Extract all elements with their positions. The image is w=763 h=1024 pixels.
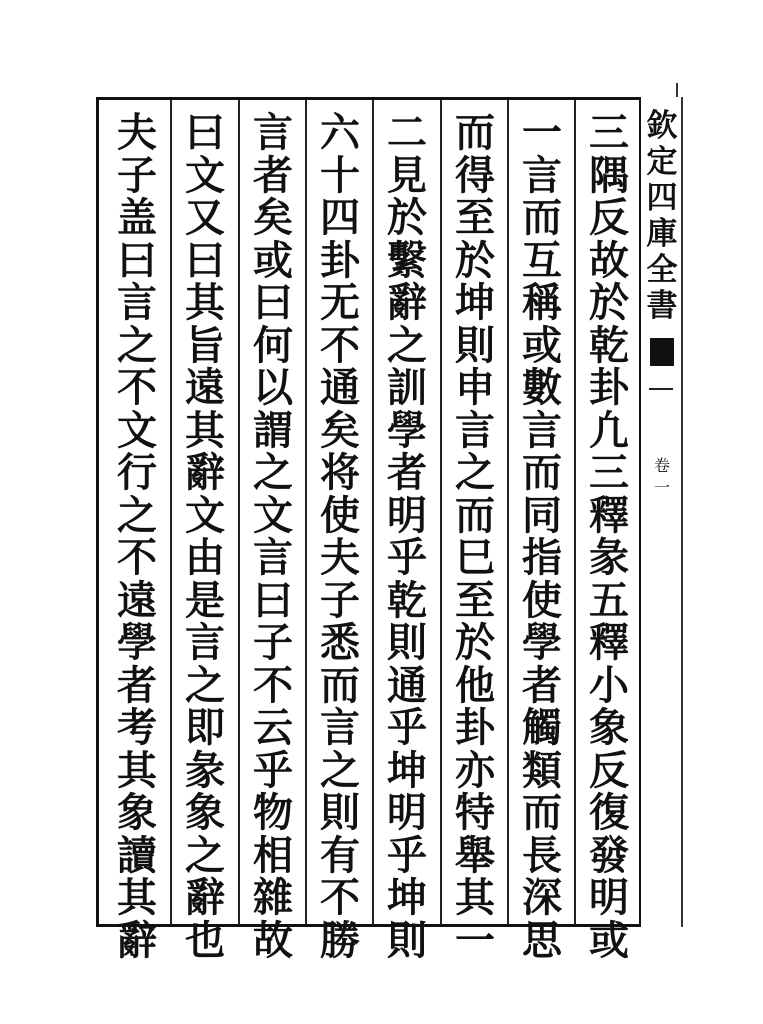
text-column-5: [307, 100, 373, 964]
text-character: 讀: [117, 831, 157, 879]
text-character: 乎: [253, 746, 293, 794]
text-column-2: [509, 100, 575, 964]
text-character: 於: [387, 194, 427, 241]
text-character: 言: [522, 151, 562, 199]
text-character: 不: [117, 534, 157, 581]
text-character: 曰: [253, 279, 293, 326]
text-character: 言: [253, 534, 293, 581]
column-text: [455, 109, 495, 964]
text-character: 卦: [320, 236, 360, 284]
text-character: 凢: [589, 406, 629, 454]
text-character: 辭: [185, 449, 225, 496]
text-character: 或: [522, 321, 562, 369]
edge-title-character: 定: [646, 144, 678, 180]
text-character: 他: [455, 661, 495, 709]
text-character: 子: [253, 619, 293, 666]
column-text: [117, 109, 157, 964]
text-character: 辭: [117, 916, 157, 964]
text-character: 學: [117, 619, 157, 666]
text-character: 亦: [455, 746, 495, 794]
text-character: 繫: [387, 236, 427, 284]
text-character: 通: [387, 661, 427, 709]
text-character: 者: [387, 449, 427, 496]
text-character: 曰: [185, 236, 225, 284]
text-character: 舉: [455, 831, 495, 879]
text-character: 使: [522, 576, 562, 624]
column-text: [253, 109, 293, 964]
text-character: 隅: [589, 151, 629, 199]
text-character: 彖: [589, 534, 629, 581]
text-character: 學: [522, 619, 562, 666]
column-text: [320, 109, 360, 964]
text-character: 同: [522, 491, 562, 539]
text-character: 其: [117, 874, 157, 921]
text-character: 於: [455, 236, 495, 284]
text-column-3: [442, 100, 508, 964]
text-character: 明: [589, 874, 629, 921]
page-corner-mark: [676, 83, 678, 97]
volume-character: 一: [653, 478, 670, 497]
text-character: 即: [185, 704, 225, 751]
text-character: 夫: [320, 534, 360, 581]
edge-title-character: 庫: [646, 216, 678, 252]
text-character: 言: [522, 406, 562, 454]
text-character: 其: [117, 746, 157, 794]
text-character: 之: [387, 321, 427, 369]
text-character: 无: [320, 279, 360, 326]
text-column-7: [172, 100, 238, 964]
text-character: 六: [320, 109, 360, 156]
text-column-8: [104, 100, 170, 964]
text-character: 使: [320, 491, 360, 539]
text-character: 者: [253, 151, 293, 199]
text-character: 有: [320, 831, 360, 879]
text-character: 文: [117, 406, 157, 454]
text-character: 之: [455, 449, 495, 496]
text-character: 而: [522, 789, 562, 836]
text-character: 釋: [589, 619, 629, 666]
edge-rule: [649, 388, 673, 390]
text-character: 則: [455, 321, 495, 369]
text-character: 曰: [117, 236, 157, 284]
text-character: 不: [117, 364, 157, 411]
text-character: 明: [387, 491, 427, 539]
text-character: 言: [320, 704, 360, 751]
text-character: 物: [253, 789, 293, 836]
text-character: 復: [589, 789, 629, 836]
text-character: 象: [117, 789, 157, 836]
text-character: 發: [589, 831, 629, 879]
text-character: 明: [387, 789, 427, 836]
text-character: 四: [320, 194, 360, 241]
text-character: 深: [522, 874, 562, 921]
text-character: 言: [117, 279, 157, 326]
text-character: 坤: [387, 746, 427, 794]
text-character: 言: [185, 619, 225, 666]
text-character: 特: [455, 789, 495, 836]
edge-title-character: 欽: [646, 108, 678, 144]
text-character: 将: [320, 449, 360, 496]
text-character: 悉: [320, 619, 360, 666]
text-character: 而: [522, 194, 562, 241]
text-character: 象: [589, 704, 629, 751]
text-character: 矣: [320, 406, 360, 454]
text-character: 之: [185, 661, 225, 709]
text-character: 謂: [253, 406, 293, 454]
text-character: 故: [253, 916, 293, 964]
text-character: 言: [455, 406, 495, 454]
text-character: 乎: [387, 704, 427, 751]
text-character: 不: [320, 874, 360, 921]
text-character: 象: [185, 789, 225, 836]
edge-title-character: 書: [646, 288, 678, 324]
text-character: 訓: [387, 364, 427, 411]
text-character: 三: [589, 449, 629, 496]
text-character: 乎: [387, 534, 427, 581]
text-character: 見: [387, 151, 427, 199]
text-character: 類: [522, 746, 562, 794]
text-character: 坤: [387, 874, 427, 921]
text-character: 指: [522, 534, 562, 581]
volume-label: [647, 455, 677, 499]
text-character: 勝: [320, 916, 360, 964]
text-character: 互: [522, 236, 562, 284]
text-character: 由: [185, 534, 225, 581]
text-character: 得: [455, 151, 495, 199]
text-character: 而: [455, 491, 495, 539]
text-character: 之: [117, 321, 157, 369]
fish-tail-mark: [650, 338, 674, 366]
text-character: 坤: [455, 279, 495, 326]
text-character: 雜: [253, 874, 293, 921]
text-character: 旨: [185, 321, 225, 369]
text-character: 彖: [185, 746, 225, 794]
text-character: 乎: [387, 831, 427, 879]
text-character: 反: [589, 194, 629, 241]
text-character: 三: [589, 109, 629, 156]
text-character: 盖: [117, 194, 157, 241]
edge-title-character: 四: [646, 180, 678, 216]
text-character: 則: [387, 619, 427, 666]
text-character: 長: [522, 831, 562, 879]
text-character: 以: [253, 364, 293, 411]
text-character: 云: [253, 704, 293, 751]
text-character: 二: [387, 109, 427, 156]
text-character: 一: [455, 916, 495, 964]
text-character: 而: [320, 661, 360, 709]
text-character: 反: [589, 746, 629, 794]
text-character: 之: [253, 449, 293, 496]
text-character: 其: [185, 279, 225, 326]
text-character: 釋: [589, 491, 629, 539]
text-character: 思: [522, 916, 562, 964]
text-character: 遠: [117, 576, 157, 624]
text-character: 子: [320, 576, 360, 624]
text-character: 則: [387, 916, 427, 964]
text-character: 也: [185, 916, 225, 964]
text-character: 卦: [589, 364, 629, 411]
text-character: 之: [185, 831, 225, 879]
text-character: 又: [185, 194, 225, 241]
text-character: 夫: [117, 109, 157, 156]
text-character: 是: [185, 576, 225, 624]
column-text: [589, 109, 629, 964]
text-character: 不: [320, 321, 360, 369]
text-character: 考: [117, 704, 157, 751]
text-character: 小: [589, 661, 629, 709]
text-character: 數: [522, 364, 562, 411]
text-character: 十: [320, 151, 360, 199]
text-character: 而: [455, 109, 495, 156]
text-character: 相: [253, 831, 293, 879]
text-character: 遠: [185, 364, 225, 411]
text-character: 其: [185, 406, 225, 454]
text-character: 辭: [185, 874, 225, 921]
text-character: 觸: [522, 704, 562, 751]
text-character: 學: [387, 406, 427, 454]
column-text: [522, 109, 562, 964]
text-character: 之: [320, 746, 360, 794]
text-character: 言: [253, 109, 293, 156]
text-character: 則: [320, 789, 360, 836]
edge-title-character: 全: [646, 252, 678, 288]
volume-character: 卷: [653, 456, 670, 475]
text-character: 或: [253, 236, 293, 284]
text-character: 而: [522, 449, 562, 496]
text-character: 行: [117, 449, 157, 496]
text-character: 卦: [455, 704, 495, 751]
text-character: 至: [455, 576, 495, 624]
text-character: 巳: [455, 534, 495, 581]
text-character: 者: [117, 661, 157, 709]
text-character: 乾: [589, 321, 629, 369]
text-character: 故: [589, 236, 629, 284]
text-character: 何: [253, 321, 293, 369]
text-character: 者: [522, 661, 562, 709]
book-edge-title: [641, 108, 683, 324]
column-text: [387, 109, 427, 964]
text-character: 文: [185, 491, 225, 539]
text-character: 申: [455, 364, 495, 411]
text-character: 五: [589, 576, 629, 624]
text-column-6: [240, 100, 306, 964]
text-character: 子: [117, 151, 157, 199]
text-character: 通: [320, 364, 360, 411]
text-character: 曰: [185, 109, 225, 156]
text-character: 不: [253, 661, 293, 709]
text-character: 其: [455, 874, 495, 921]
text-character: 曰: [253, 576, 293, 624]
text-character: 於: [589, 279, 629, 326]
text-character: 之: [117, 491, 157, 539]
column-text: [185, 109, 225, 964]
text-character: 辭: [387, 279, 427, 326]
text-character: 文: [253, 491, 293, 539]
text-character: 矣: [253, 194, 293, 241]
text-character: 稱: [522, 279, 562, 326]
text-character: 或: [589, 916, 629, 964]
text-character: 文: [185, 151, 225, 199]
text-character: 至: [455, 194, 495, 241]
text-character: 一: [522, 109, 562, 156]
text-column-1: [576, 100, 642, 964]
text-column-4: [374, 100, 440, 964]
text-character: 乾: [387, 576, 427, 624]
text-character: 於: [455, 619, 495, 666]
